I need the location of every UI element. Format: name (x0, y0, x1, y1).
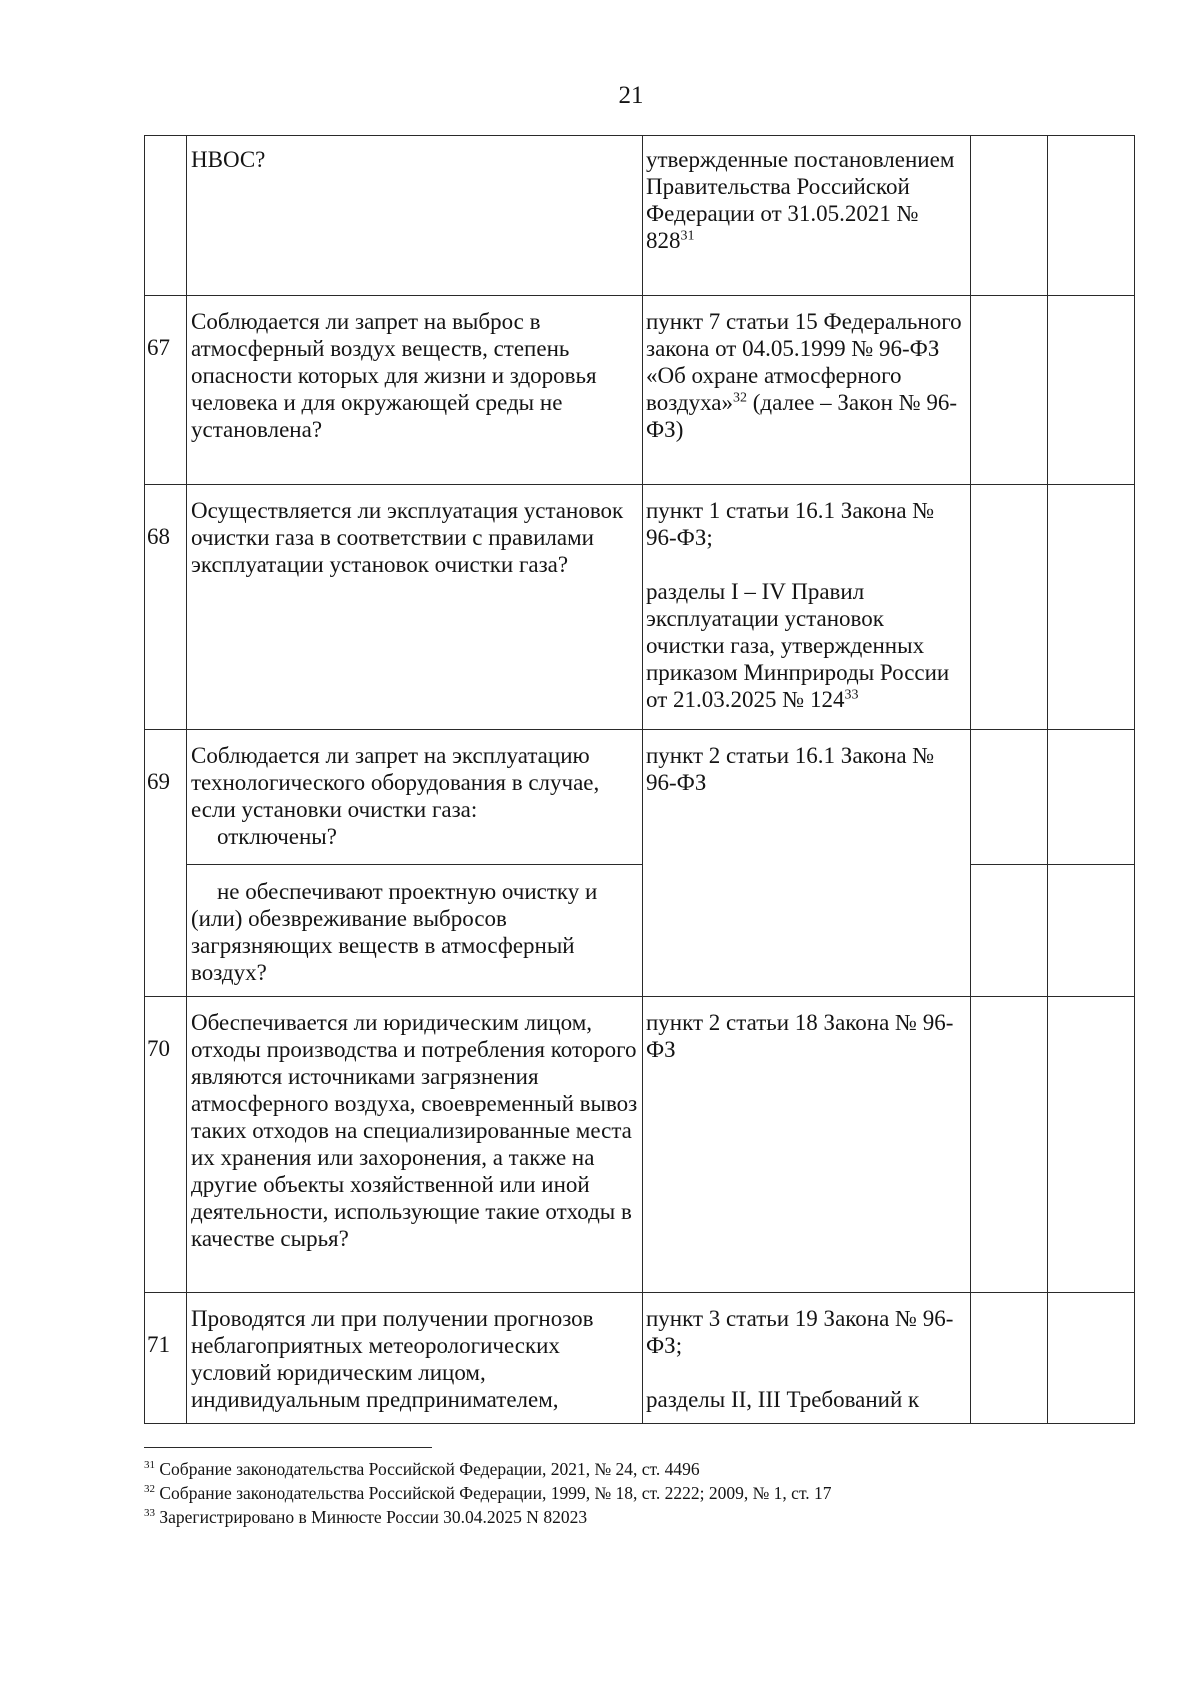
row-number: 71 (145, 1293, 187, 1424)
answer-cell[interactable] (971, 296, 1048, 485)
footnote-mark: 31 (144, 1459, 155, 1472)
footnote-text: Зарегистрировано в Минюсте России 30.04.2025 N 82023 (155, 1507, 588, 1527)
question-text: НВОС? (191, 147, 266, 172)
question-cell (187, 136, 643, 296)
question-text: Соблюдается ли запрет на выброс в атмосферный воздух веществ, степень опасности которых для жизни и здоровья человека и для окружающей среды не установлена? (191, 309, 597, 442)
note-cell[interactable] (1048, 136, 1135, 296)
row-number (145, 136, 187, 296)
footnote (144, 1505, 1144, 1529)
row-number: 69 (145, 730, 187, 997)
reference-text: пункт 1 статьи 16.1 Закона № 96-ФЗ; (646, 498, 935, 550)
reference-cell (643, 730, 971, 997)
reference-cell (643, 136, 971, 296)
table-row (145, 1293, 1135, 1424)
question-subitem: не обеспечивают проектную очистку и (или) обезвреживание выбросов загрязняющих веществ в атмосферный воздух? (191, 879, 598, 985)
reference-cell (643, 1293, 971, 1424)
question-cell (187, 865, 643, 997)
reference-text-second: разделы I – IV Правил эксплуатации установок очистки газа, утвержденных приказом Минприроды России от 21.03.2025 № 124 (646, 579, 950, 712)
row-number: 67 (145, 296, 187, 485)
reference-text: утвержденные постановлением Правительства Российской Федерации от 31.05.2021 № 828 (646, 147, 955, 253)
reference-cell (643, 997, 971, 1293)
row-number: 68 (145, 485, 187, 730)
question-cell (187, 485, 643, 730)
answer-cell[interactable] (971, 136, 1048, 296)
footnote-text: Собрание законодательства Российской Федерации, 2021, № 24, ст. 4496 (155, 1459, 700, 1479)
checklist-table (144, 135, 1135, 1424)
note-cell[interactable] (1048, 865, 1135, 997)
question-text: Проводятся ли при получении прогнозов неблагоприятных метеорологических условий юридическим лицом, индивидуальным предпринимателем, (191, 1306, 594, 1412)
reference-text: пункт 2 статьи 16.1 Закона № 96-ФЗ (646, 743, 935, 795)
footnote-marker: 31 (680, 228, 695, 244)
reference-text-continued: (далее – Закон № 96-ФЗ) (646, 390, 958, 442)
note-cell[interactable] (1048, 730, 1135, 865)
page-number: 21 (618, 82, 644, 109)
footnote-text: Собрание законодательства Российской Федерации, 1999, № 18, ст. 2222; 2009, № 1, ст. 17 (155, 1483, 832, 1503)
table-row (145, 997, 1135, 1293)
footnotes (144, 1457, 1144, 1529)
table-row (145, 296, 1135, 485)
footnote-mark: 32 (144, 1483, 155, 1496)
reference-text: пункт 7 статьи 15 Федерального закона от 04.05.1999 № 96-ФЗ «Об охране атмосферного воздуха» (646, 309, 962, 415)
answer-cell[interactable] (971, 485, 1048, 730)
note-cell[interactable] (1048, 1293, 1135, 1424)
table-row (145, 730, 1135, 865)
footnote (144, 1481, 1144, 1505)
reference-text-second: разделы II, III Требований к (646, 1387, 920, 1412)
answer-cell[interactable] (971, 1293, 1048, 1424)
footnote (144, 1457, 1144, 1481)
question-text: Соблюдается ли запрет на эксплуатацию технологического оборудования в случае, если установки очистки газа: (191, 743, 600, 822)
footnote-marker: 32 (732, 390, 747, 406)
question-cell (187, 730, 643, 865)
note-cell[interactable] (1048, 296, 1135, 485)
answer-cell[interactable] (971, 997, 1048, 1293)
question-cell (187, 296, 643, 485)
footnote-divider (144, 1447, 432, 1448)
question-cell (187, 997, 643, 1293)
question-text: Осуществляется ли эксплуатация установок очистки газа в соответствии с правилами эксплуатации установок очистки газа? (191, 498, 624, 577)
question-cell (187, 1293, 643, 1424)
note-cell[interactable] (1048, 997, 1135, 1293)
reference-text: пункт 3 статьи 19 Закона № 96-ФЗ; (646, 1306, 954, 1358)
answer-cell[interactable] (971, 730, 1048, 865)
table-row (145, 136, 1135, 296)
reference-cell (643, 296, 971, 485)
reference-cell (643, 485, 971, 730)
table-row (145, 865, 1135, 997)
question-subitem: отключены? (217, 824, 337, 849)
note-cell[interactable] (1048, 485, 1135, 730)
footnote-mark: 33 (144, 1507, 155, 1520)
reference-text: пункт 2 статьи 18 Закона № 96-ФЗ (646, 1010, 954, 1062)
question-text: Обеспечивается ли юридическим лицом, отходы производства и потребления которого являются источниками загрязнения атмосферного воздуха, своевременный вывоз таких отходов на специализированные места их хранения или захоронения, а также на другие объекты хозяйственной или иной деятельности, использующие такие отходы в качестве сырья? (191, 1010, 638, 1251)
table-row (145, 485, 1135, 730)
row-number: 70 (145, 997, 187, 1293)
answer-cell[interactable] (971, 865, 1048, 997)
footnote-marker: 33 (844, 687, 859, 703)
